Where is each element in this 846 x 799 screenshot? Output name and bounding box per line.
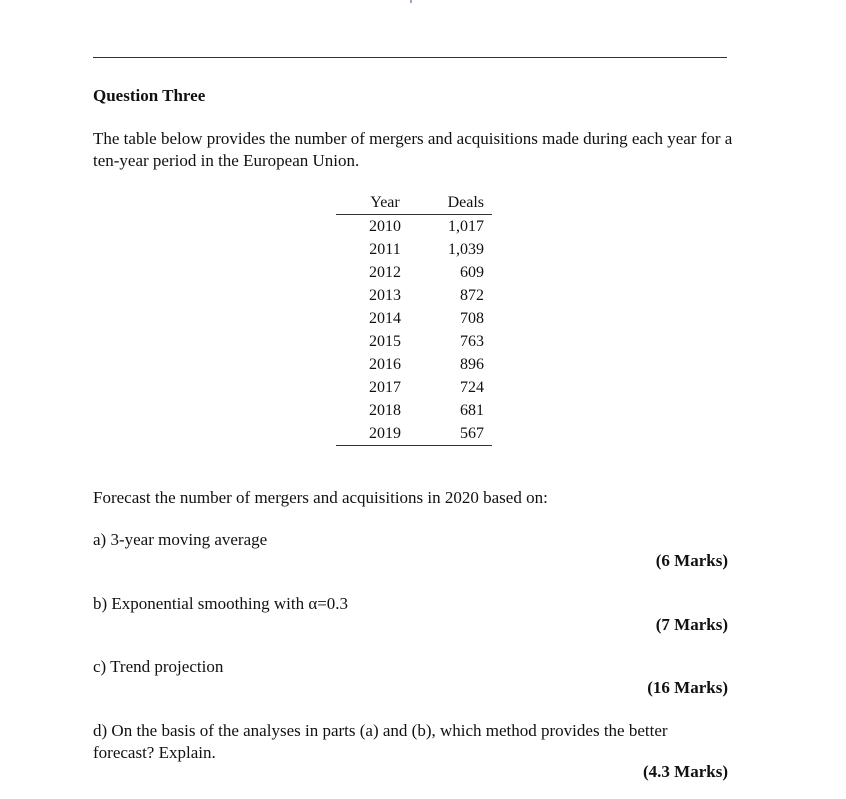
- deals-cell: 1,039: [448, 240, 484, 258]
- year-cell: 2017: [369, 378, 401, 396]
- deals-cell: 1,017: [448, 217, 484, 235]
- deals-cell: 567: [434, 422, 492, 446]
- question-intro: The table below provides the number of mergers and acquisitions made during each year for a ten-year period in the European Union.: [93, 129, 733, 170]
- deals-cell: 896: [460, 355, 484, 373]
- deals-cell: 724: [460, 378, 484, 396]
- deals-table: [336, 192, 492, 446]
- part-a-marks: (6 Marks): [655, 551, 728, 570]
- part-c-text: c) Trend projection: [93, 657, 224, 676]
- column-header-deals: Deals: [434, 192, 492, 215]
- forecast-prompt: Forecast the number of mergers and acquisitions in 2020 based on:: [93, 488, 548, 507]
- year-cell: 2014: [369, 309, 401, 327]
- year-cell: 2016: [369, 355, 401, 373]
- table-row: [336, 215, 492, 239]
- year-cell: 2019: [336, 422, 434, 446]
- question-heading: Question Three: [93, 86, 206, 105]
- year-cell: 2010: [369, 217, 401, 235]
- column-header-year: Year: [336, 192, 434, 215]
- deals-cell: 763: [460, 332, 484, 350]
- table-row: [336, 422, 492, 446]
- deals-cell: 609: [460, 263, 484, 281]
- table-row: [336, 307, 492, 330]
- part-c-marks: (16 Marks): [647, 678, 728, 697]
- table-row: [336, 353, 492, 376]
- table-row: [336, 284, 492, 307]
- year-cell: 2013: [369, 286, 401, 304]
- deals-cell: 708: [460, 309, 484, 327]
- table-row: [336, 376, 492, 399]
- deals-cell: 872: [460, 286, 484, 304]
- table-row: [336, 330, 492, 353]
- table-header-row: [336, 192, 492, 215]
- year-cell: 2015: [369, 332, 401, 350]
- part-d-text: d) On the basis of the analyses in parts (a) and (b), which method provides the better forecast? Explain.: [93, 721, 668, 762]
- year-cell: 2018: [369, 401, 401, 419]
- year-cell: 2011: [369, 240, 401, 258]
- part-a-text: a) 3-year moving average: [93, 530, 268, 549]
- top-divider: [93, 57, 727, 58]
- part-d-marks: (4.3 Marks): [643, 762, 728, 781]
- part-b-marks: (7 Marks): [655, 615, 728, 634]
- table-row: [336, 238, 492, 261]
- table-row: [336, 261, 492, 284]
- table-row: [336, 399, 492, 422]
- part-b-text: b) Exponential smoothing with α=0.3: [93, 594, 349, 613]
- cursor-mark: [410, 0, 412, 3]
- deals-cell: 681: [460, 401, 484, 419]
- year-cell: 2012: [369, 263, 401, 281]
